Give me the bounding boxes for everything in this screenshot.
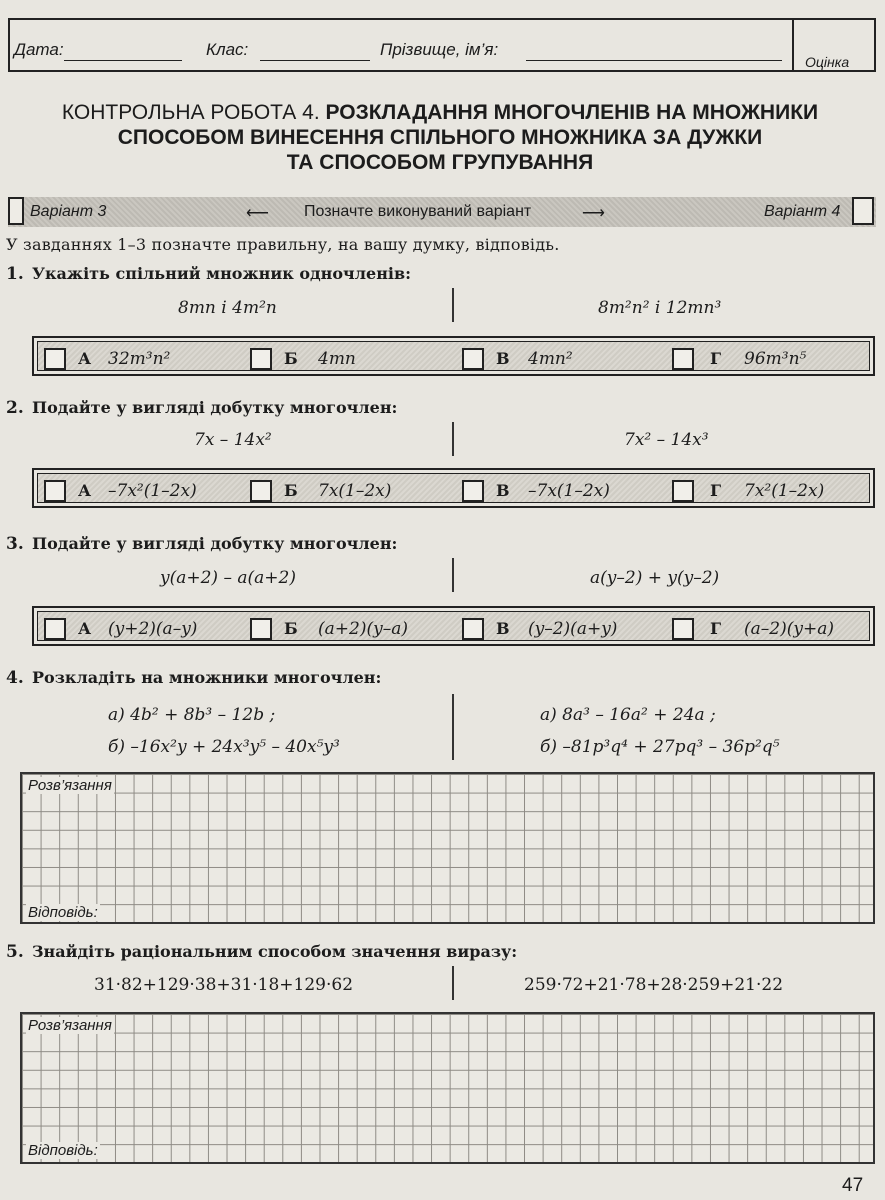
q2-variant4-expr: 7x² – 14x³ <box>624 430 709 450</box>
q5-answer-label: Відповідь: <box>28 1142 98 1159</box>
q3-text: Подайте у вигляді добутку многочлен: <box>32 534 398 553</box>
variant-4-label: Варіант 4 <box>764 203 841 220</box>
q3-option-d-letter: Г <box>710 619 722 638</box>
q3-options <box>32 606 875 646</box>
q1-option-d-value: 96m³n⁵ <box>744 349 807 369</box>
q2-options <box>32 468 875 508</box>
q1-variant3-expr: 8mn і 4m²n <box>178 298 277 318</box>
q2-option-b-letter: Б <box>284 481 298 500</box>
q1-option-c-letter: В <box>496 349 510 368</box>
q3-variant3-expr: y(a+2) – a(a+2) <box>160 568 296 588</box>
variant-selector <box>8 197 876 227</box>
q3-divider <box>452 558 454 592</box>
q4-number: 4. <box>6 668 24 688</box>
q4-variant4-b: б) –81p³q⁴ + 27pq³ – 36p²q⁵ <box>540 737 780 757</box>
q3-option-a-value: (y+2)(a–y) <box>108 619 198 639</box>
q3-option-d-checkbox[interactable] <box>672 618 694 640</box>
grade-label[interactable]: Оцінка <box>805 54 850 70</box>
q2-option-b-value: 7x(1–2x) <box>318 481 392 501</box>
q1-option-c-checkbox[interactable] <box>462 348 484 370</box>
q2-option-d-value: 7x²(1–2x) <box>744 481 825 501</box>
q4-variant3-a: а) 4b² + 8b³ – 12b ; <box>108 705 276 725</box>
q3-option-a-letter: А <box>78 619 92 638</box>
q2-option-c-letter: В <box>496 481 510 500</box>
q4-answer-label: Відповідь: <box>28 904 98 921</box>
q2-option-a-value: –7x²(1–2x) <box>108 481 197 501</box>
q5-variant4-expr: 259·72+21·78+28·259+21·22 <box>524 975 784 995</box>
date-label: Дата: <box>14 40 64 59</box>
date-field[interactable] <box>64 60 182 61</box>
arrow-left-icon: ⟵ <box>246 205 269 222</box>
q2-option-d-letter: Г <box>710 481 722 500</box>
q1-option-a-letter: А <box>78 349 92 368</box>
variant-3-checkbox[interactable] <box>8 197 24 225</box>
page-number: 47 <box>842 1175 864 1196</box>
q2-option-a-letter: А <box>78 481 92 500</box>
student-info-header <box>8 18 876 72</box>
q1-option-b-letter: Б <box>284 349 298 368</box>
name-field[interactable] <box>526 60 782 61</box>
variant-3-label: Варіант 3 <box>30 203 107 220</box>
q2-number: 2. <box>6 398 24 418</box>
q2-variant3-expr: 7x – 14x² <box>194 430 272 450</box>
title-line2: СПОСОБОМ ВИНЕСЕННЯ СПІЛЬНОГО МНОЖНИКА ЗА ДУЖКИ <box>117 126 763 149</box>
q3-number: 3. <box>6 534 24 554</box>
q1-divider <box>452 288 454 322</box>
class-label: Клас: <box>206 40 249 59</box>
q3-option-b-letter: Б <box>284 619 298 638</box>
q3-option-b-value: (a+2)(y–a) <box>318 619 408 639</box>
q1-text: Укажіть спільний множник одночленів: <box>32 264 412 283</box>
q3-option-b-checkbox[interactable] <box>250 618 272 640</box>
q2-option-d-checkbox[interactable] <box>672 480 694 502</box>
q3-option-d-value: (a–2)(y+a) <box>744 619 834 639</box>
q5-divider <box>452 966 454 1000</box>
q1-option-d-checkbox[interactable] <box>672 348 694 370</box>
q2-option-c-checkbox[interactable] <box>462 480 484 502</box>
q2-divider <box>452 422 454 456</box>
q1-variant4-expr: 8m²n² і 12mn³ <box>598 298 722 318</box>
q4-solution-grid[interactable] <box>20 772 875 924</box>
q5-variant3-expr: 31·82+129·38+31·18+129·62 <box>94 975 354 995</box>
q2-option-a-checkbox[interactable] <box>44 480 66 502</box>
q1-option-a-checkbox[interactable] <box>44 348 66 370</box>
q5-solution-grid[interactable] <box>20 1012 875 1164</box>
q3-option-a-checkbox[interactable] <box>44 618 66 640</box>
q1-option-d-letter: Г <box>710 349 722 368</box>
q1-option-b-value: 4mn <box>318 349 356 369</box>
q4-solution-label: Розв’язання <box>28 777 112 794</box>
class-field[interactable] <box>260 60 370 61</box>
arrow-right-icon: ⟶ <box>582 205 605 222</box>
q3-option-c-value: (y–2)(a+y) <box>528 619 618 639</box>
q3-option-c-letter: В <box>496 619 510 638</box>
title-line3: ТА СПОСОБОМ ГРУПУВАННЯ <box>286 151 594 174</box>
q1-option-a-value: 32m³n² <box>108 349 171 369</box>
q4-variant4-a: а) 8a³ – 16a² + 24a ; <box>540 705 716 725</box>
q5-text: Знайдіть раціональним способом значення виразу: <box>32 942 518 961</box>
variant-instruction: Позначте виконуваний варіант <box>304 203 532 220</box>
name-label: Прізвище, ім’я: <box>380 40 499 59</box>
title-line1: РОЗКЛАДАННЯ МНОГОЧЛЕНІВ НА МНОЖНИКИ <box>325 101 819 124</box>
q5-solution-label: Розв’язання <box>28 1017 112 1034</box>
instruction-text: У завданнях 1–3 позначте правильну, на вашу думку, відповідь. <box>6 235 560 254</box>
page-title <box>10 100 870 125</box>
q2-text: Подайте у вигляді добутку многочлен: <box>32 398 398 417</box>
q1-option-c-value: 4mn² <box>528 349 573 369</box>
q2-option-c-value: –7x(1–2x) <box>528 481 610 501</box>
q1-options <box>32 336 875 376</box>
q3-option-c-checkbox[interactable] <box>462 618 484 640</box>
title-prefix: КОНТРОЛЬНА РОБОТА 4. <box>61 101 320 124</box>
q4-divider <box>452 694 454 760</box>
q2-option-b-checkbox[interactable] <box>250 480 272 502</box>
q5-number: 5. <box>6 942 24 962</box>
variant-4-checkbox[interactable] <box>852 197 874 225</box>
q4-text: Розкладіть на множники многочлен: <box>32 668 382 687</box>
q1-option-b-checkbox[interactable] <box>250 348 272 370</box>
q3-variant4-expr: a(y–2) + y(y–2) <box>590 568 720 588</box>
q4-variant3-b: б) –16x²y + 24x³y⁵ – 40x⁵y³ <box>108 737 340 757</box>
q1-number: 1. <box>6 264 24 284</box>
grade-divider <box>792 20 794 70</box>
